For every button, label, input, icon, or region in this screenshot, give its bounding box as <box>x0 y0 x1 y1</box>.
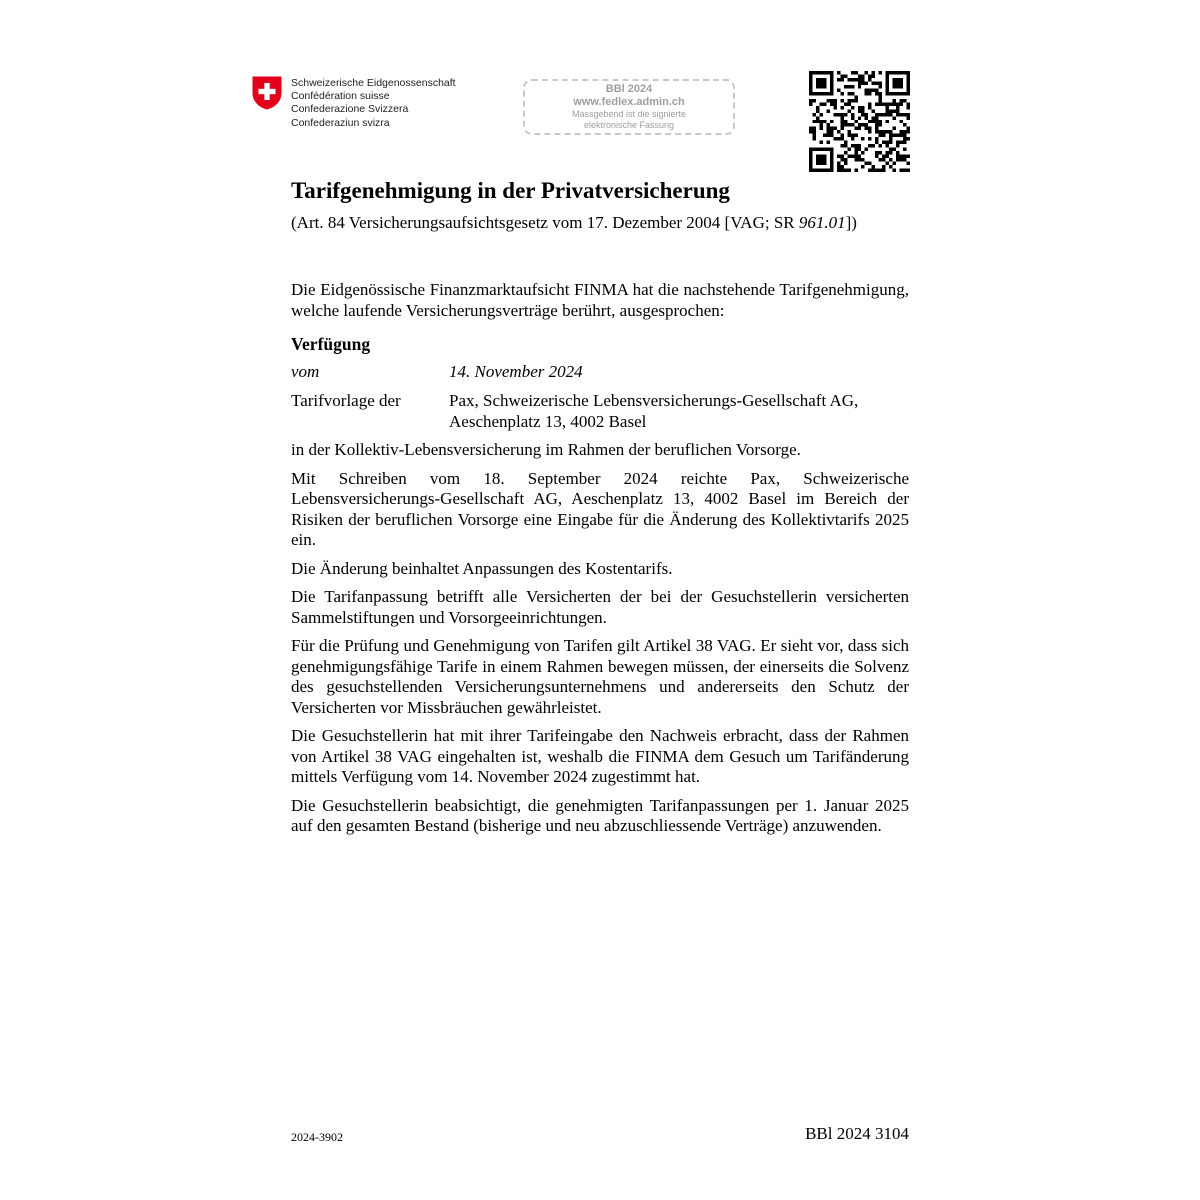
confederation-names <box>291 77 456 130</box>
decision-date-row <box>291 361 909 382</box>
swiss-cross-shield-icon <box>252 76 282 110</box>
confederation-line-rm: Confederaziun svizra <box>291 116 390 129</box>
confederation-line-it: Confederazione Svizzera <box>291 103 409 116</box>
stamp-line-3: Massgebend ist die signierte <box>571 109 687 119</box>
qr-code-icon <box>809 71 910 172</box>
paragraph-1: in der Kollektiv-Lebensversicherung im Rahmen der beruflichen Vorsorge. <box>291 440 801 459</box>
subtitle-sr-number: 961.01 <box>798 213 846 232</box>
stamp-line-2: www.fedlex.admin.ch <box>573 96 685 108</box>
tariff-label: Tarifvorlage der <box>291 391 401 410</box>
paragraph-7: Die Gesuchstellerin beabsichtigt, die genehmigten Tarifanpassungen per 1. Januar 2025 auf den gesamten Bestand (bisherige und neu abzuschliessende Verträge) anzuwenden. <box>291 795 909 835</box>
document-title: Tarifgenehmigung in der Privatversicherung <box>291 178 730 203</box>
footer-doc-number: 2024-3902 <box>291 1130 343 1144</box>
paragraph-6: Die Gesuchstellerin hat mit ihrer Tarifeingabe den Nachweis erbracht, dass der Rahmen von Artikel 38 VAG eingehalten ist, weshalb die FINMA dem Gesuch um Tarifänderung mittels Verfügung vom 14. November 2024 zugestimmt hat. <box>291 726 909 786</box>
intro-paragraph: Die Eidgenössische Finanzmarktaufsicht FINMA hat die nachstehende Tarifgenehmigung, welche laufende Versicherungsverträge berührt, ausgesprochen: <box>291 280 909 320</box>
stamp-line-1: BBl 2024 <box>605 83 653 95</box>
fedlex-stamp <box>523 79 735 135</box>
confederation-line-de: Schweizerische Eidgenossenschaft <box>291 77 456 89</box>
paragraph-5: Für die Prüfung und Genehmigung von Tarifen gilt Artikel 38 VAG. Er sieht vor, dass sich genehmigungsfähige Tarife in einem Rahmen bewegen müssen, der einerseits die Solvenz des gesuchstellenden Versicherungsunternehmens und andererseits den Schutz der Versicherten vor Missbräuchen gewährleistet. <box>291 636 909 717</box>
paragraph-3: Die Änderung beinhaltet Anpassungen des Kostentarifs. <box>291 558 673 578</box>
subtitle-prefix: (Art. 84 Versicherungsaufsichtsgesetz vom 17. Dezember 2004 [VAG; SR <box>291 213 799 232</box>
subtitle-suffix: ]) <box>845 213 857 232</box>
footer-page-ref: BBl 2024 3104 <box>805 1124 909 1143</box>
paragraph-4: Die Tarifanpassung betrifft alle Versicherten der bei der Gesuchstellerin versicherten Sammelstiftungen und Vorsorgeeinrichtungen. <box>291 587 909 627</box>
confederation-line-fr: Confédération suisse <box>291 90 390 103</box>
stamp-line-4: elektronische Fassung <box>583 120 675 130</box>
section-heading-verfuegung: Verfügung <box>291 334 371 354</box>
document-subtitle <box>291 212 909 234</box>
tariff-row <box>291 390 909 432</box>
decision-date-value: 14. November 2024 <box>449 362 583 381</box>
document-body <box>291 176 909 837</box>
decision-date-label: vom <box>291 362 320 381</box>
paragraph-2: Mit Schreiben vom 18. September 2024 reichte Pax, Schweizerische Lebensversicherungs-Gesellschaft AG, Aeschenplatz 13, 4002 Basel im Bereich der Risiken der beruflichen Vorsorge eine Eingabe für die Änderung des Kollektivtarifs 2025 ein. <box>291 468 909 549</box>
tariff-company: Pax, Schweizerische Lebensversicherungs-Gesellschaft AG, Aeschenplatz 13, 4002 Basel <box>449 391 859 431</box>
